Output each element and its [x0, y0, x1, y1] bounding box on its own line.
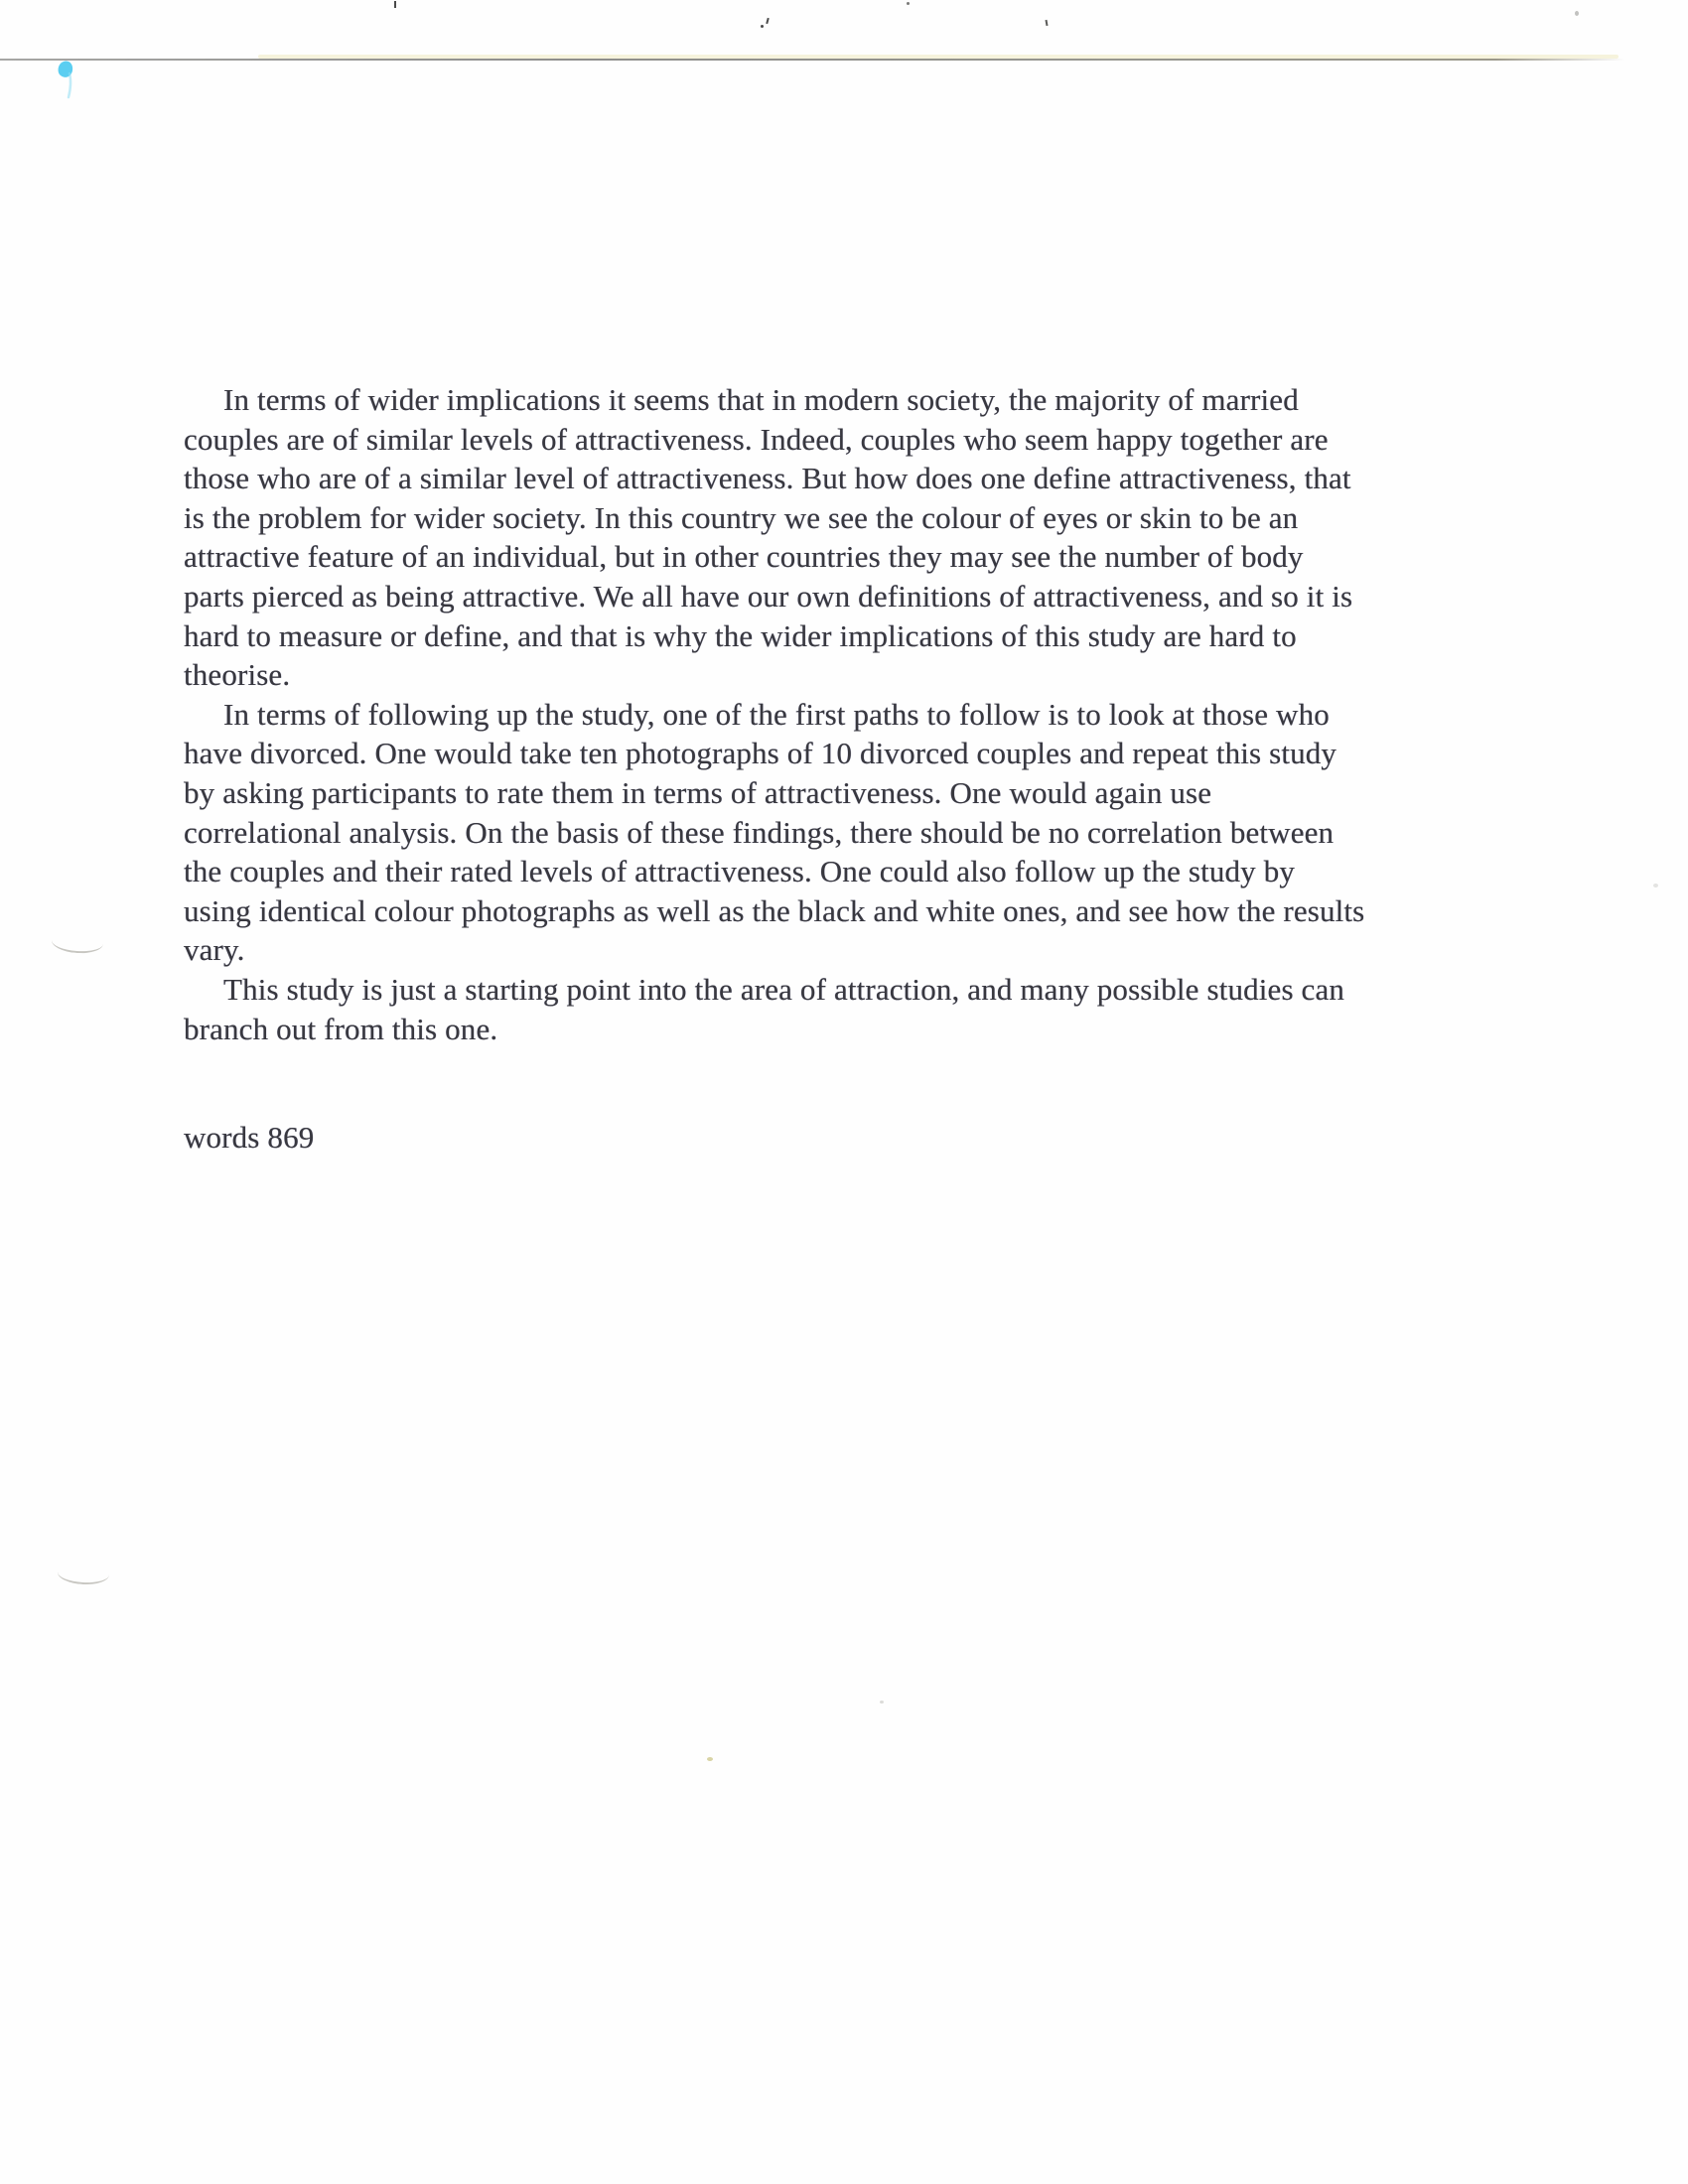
scan-speck	[1575, 11, 1579, 16]
essay-paragraphs	[184, 380, 1494, 1048]
scan-speck	[766, 18, 769, 24]
scan-speck	[880, 1701, 884, 1704]
text-line: those who are of a similar level of attractiveness. But how does one define attractiveness, that	[184, 461, 1351, 496]
text-line: hard to measure or define, and that is why the wider implications of this study are hard to	[184, 617, 1297, 653]
text-line: have divorced. One would take ten photographs of 10 divorced couples and repeat this study	[184, 736, 1337, 771]
text-line: is the problem for wider society. In this country we see the colour of eyes or skin to be an	[184, 499, 1299, 535]
paragraph	[184, 970, 1494, 1048]
text-line: This study is just a starting point into the area of attraction, and many possible studies can	[223, 971, 1345, 1007]
scan-speck	[394, 1, 396, 8]
scan-speck	[907, 2, 910, 5]
text-line: vary.	[184, 932, 245, 968]
text-line: theorise.	[184, 657, 291, 693]
paragraph	[184, 380, 1494, 695]
word-count-label: words 869	[184, 1120, 315, 1156]
text-line: couples are of similar levels of attractiveness. Indeed, couples who seem happy together are	[184, 421, 1329, 457]
scan-speck	[1045, 20, 1048, 26]
cyan-ink-mark	[50, 58, 85, 111]
essay-text	[184, 380, 1494, 1158]
text-line: In terms of following up the study, one of the first paths to follow is to look at those who	[223, 696, 1330, 732]
text-line: parts pierced as being attractive. We all have our own definitions of attractiveness, and so it is	[184, 578, 1353, 614]
text-line: attractive feature of an individual, but in other countries they may see the number of body	[184, 539, 1304, 575]
text-line: the couples and their rated levels of attractiveness. One could also follow up the study by	[184, 854, 1296, 889]
text-line: branch out from this one.	[184, 1011, 498, 1046]
text-line: using identical colour photographs as well as the black and white ones, and see how the results	[184, 892, 1365, 928]
scan-speck	[761, 25, 764, 28]
scan-speck	[1653, 884, 1658, 887]
scan-speck	[707, 1757, 713, 1761]
text-line: correlational analysis. On the basis of these findings, there should be no correlation between	[184, 814, 1335, 850]
pencil-smudge-arc	[51, 929, 103, 955]
pencil-smudge-arc	[57, 1562, 109, 1586]
text-line: by asking participants to rate them in terms of attractiveness. One would again use	[184, 774, 1212, 810]
text-line: In terms of wider implications it seems that in modern society, the majority of married	[223, 382, 1299, 417]
paragraph	[184, 695, 1494, 970]
scan-line-artifact	[0, 59, 1625, 61]
